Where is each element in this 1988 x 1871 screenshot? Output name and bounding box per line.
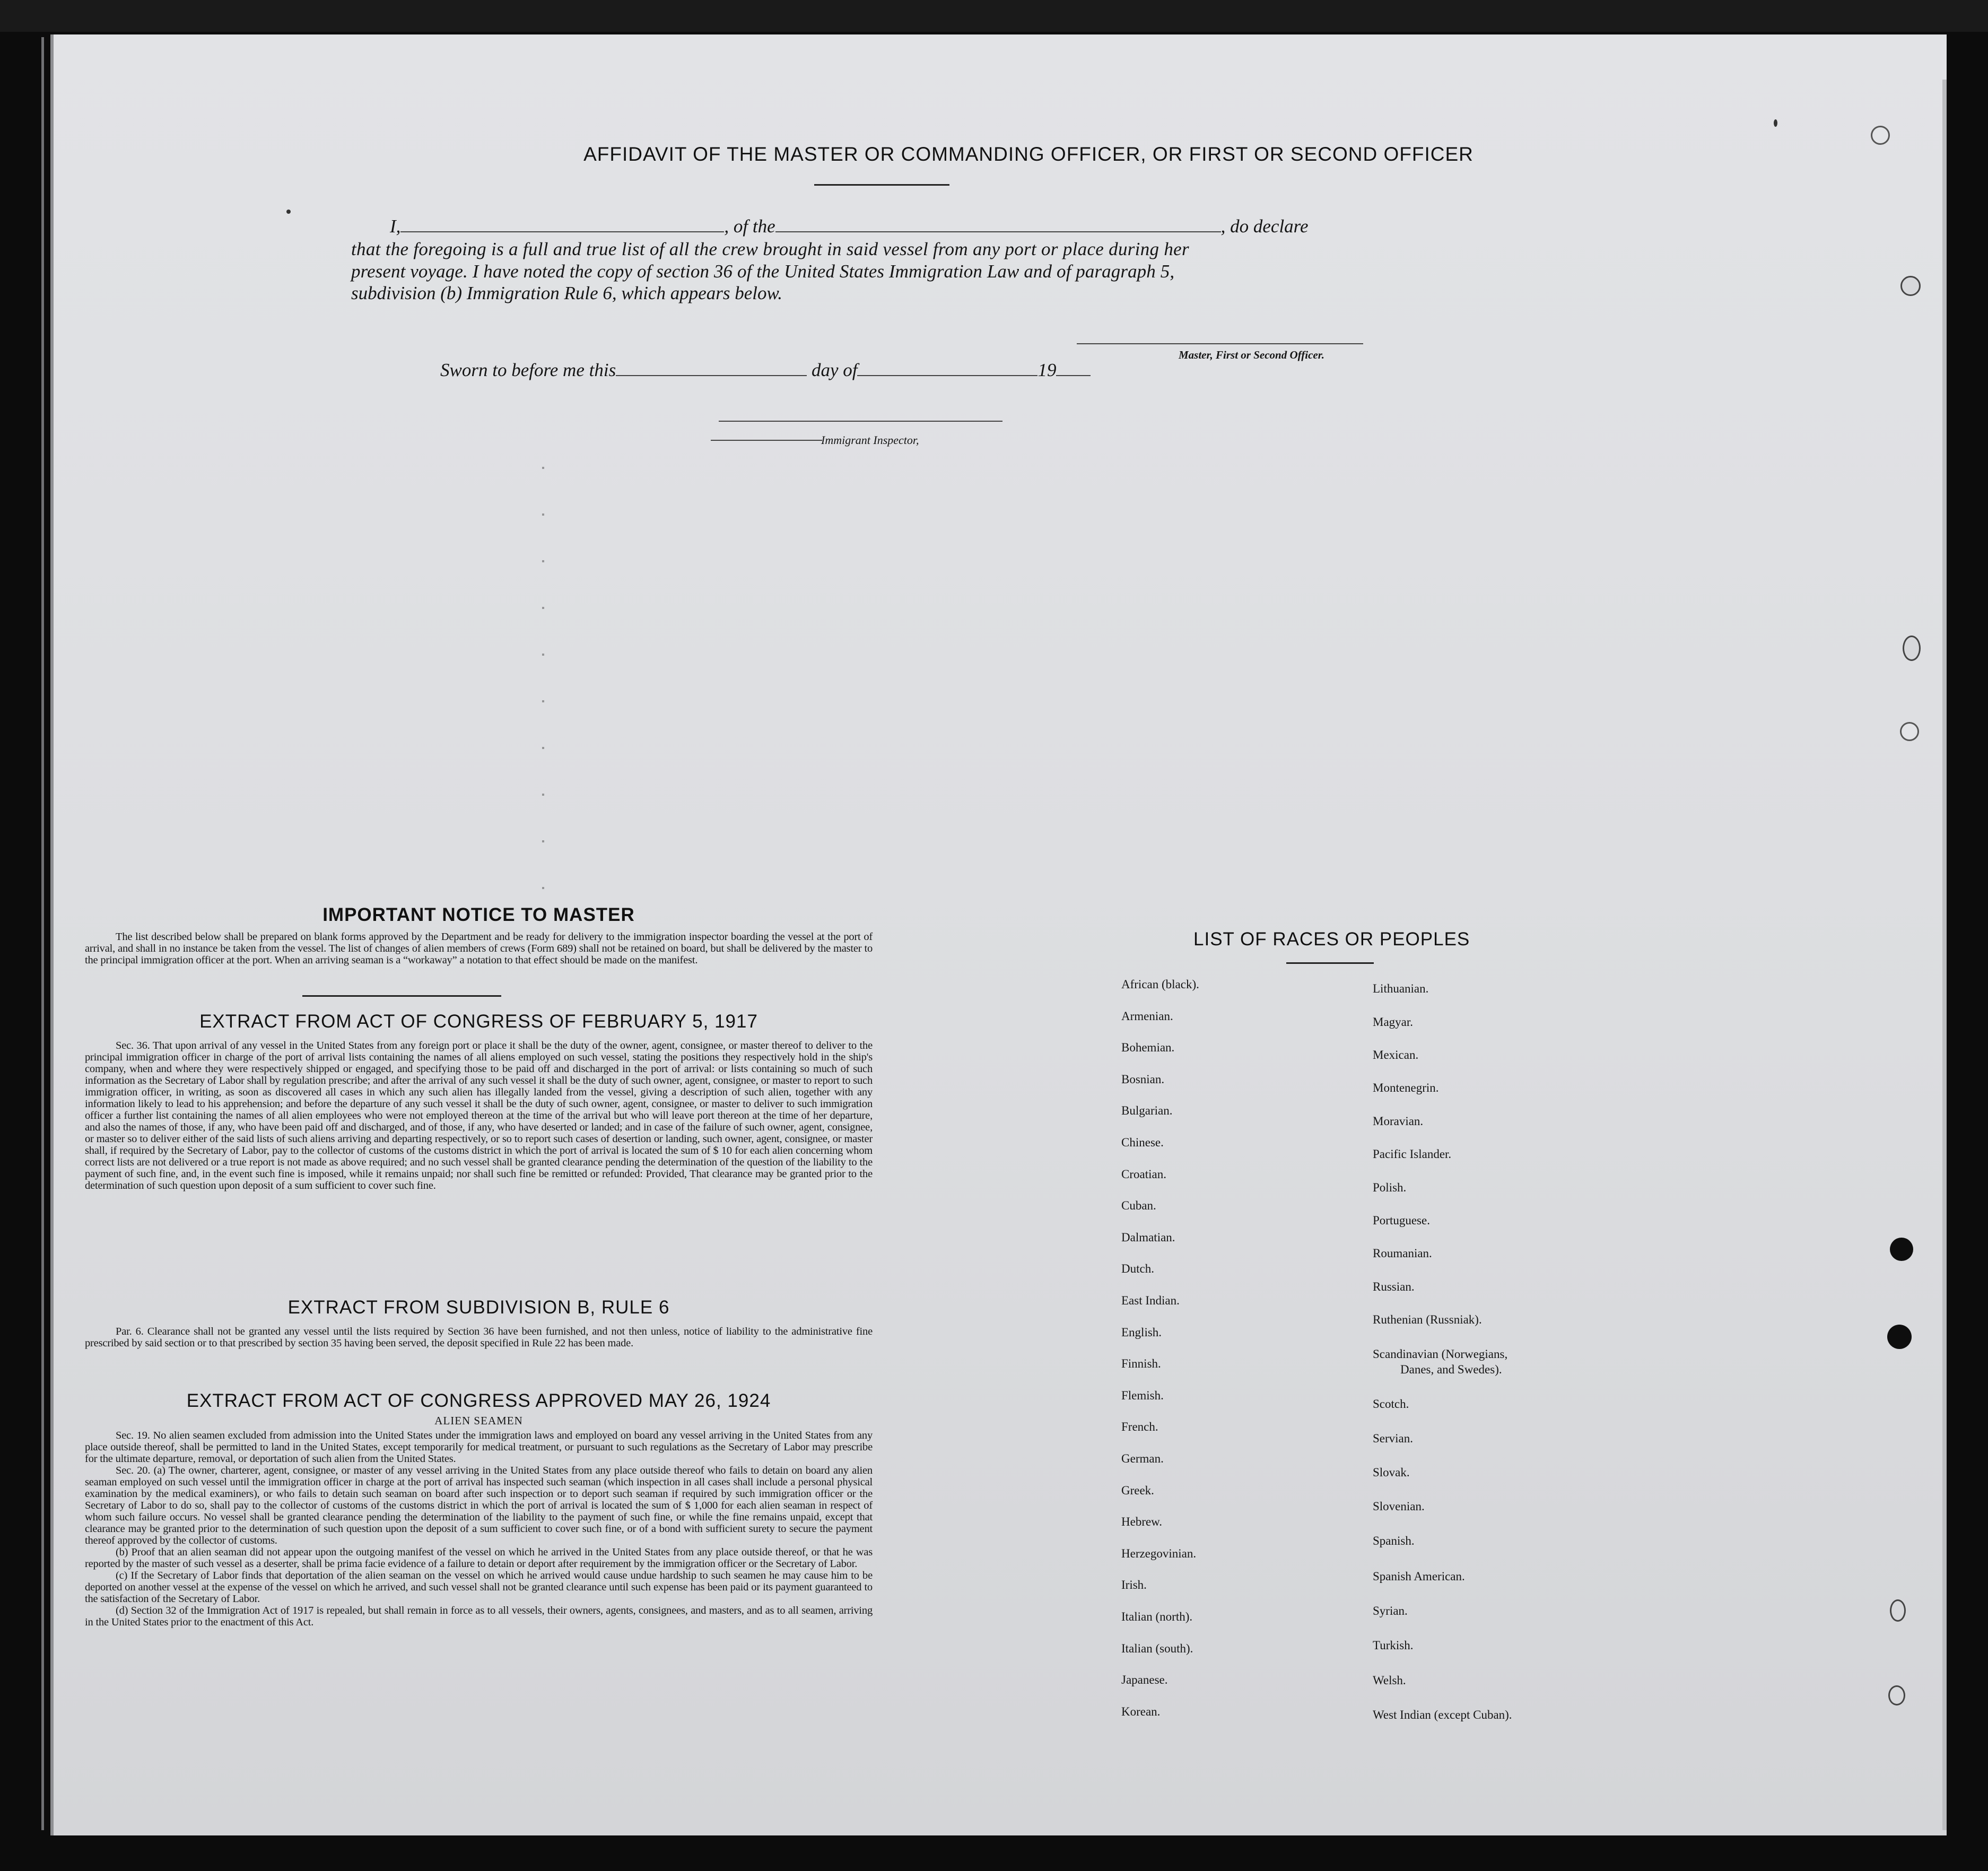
sworn-month-blank[interactable] <box>857 375 1037 376</box>
extract-1917-section <box>85 1011 873 1191</box>
extract-1924-sec19: Sec. 19. No alien seamen excluded from admission into the United States under the immigration laws and employed on board any vessel arriving in the United States from any place outside thereof, shall be permitted to land in the United States, except temporarily for medical treatment, or pursuant to such regulations as the Secretary of Labor may prescribe for the ultimate departure, removal, or deportation of such alien from the United States. <box>85 1430 873 1465</box>
race-item: Cuban. <box>1121 1199 1156 1213</box>
extract-1924-subtitle: ALIEN SEAMEN <box>434 1414 523 1427</box>
race-item: Lithuanian. <box>1373 982 1429 995</box>
race-item: Croatian. <box>1121 1167 1166 1181</box>
binder-hole <box>1900 276 1921 296</box>
race-item: Irish. <box>1121 1578 1147 1592</box>
race-item: Polish. <box>1373 1181 1407 1194</box>
extract-1924-sec20b: (b) Proof that an alien seaman did not appear upon the outgoing manifest of the vessel on which he arrived in the United States from any place outside thereof, or that he was reported by the master of such vessel as a deserter, shall be prima facie evidence of a failure to detain or deport after requirement by the immigration officer or the Secretary of Labor. <box>85 1546 873 1570</box>
race-item: Greek. <box>1121 1483 1154 1497</box>
binder-hole <box>1900 722 1919 741</box>
extract-1924-section <box>85 1390 873 1628</box>
binder-hole <box>1887 1325 1912 1349</box>
race-item: Hebrew. <box>1121 1515 1163 1529</box>
affidavit-declaration-line <box>390 216 1309 237</box>
extract-1917-text: Sec. 36. That upon arrival of any vessel in the United States from any foreign port or place it shall be the duty of the owner, agent, consignee, or master thereof to deliver to the principal immigration officer in charge of the port of arrival lists containing the names of all aliens employed on such vessel, stating the positions they respectively hold in the ship's company, when and where they were respectively shipped or engaged, and specifying those to be paid off and discharged in the port of arrival: or lists containing so much of such information as the Secretary of Labor shall by regulation prescribe; and after the arrival of any such vessel it shall be the duty of such owner, agent, consignee, or master to report to such immigration officer, in writing, as soon as discovered all cases in which any such alien has illegally landed from the vessel, giving a description of such alien, together with any information likely to lead to his apprehension; and before the departure of any such vessel it shall be the duty of such owner, agent, consignee, or master to deliver to such immigration officer a further list containing the names of all alien employees who were not employed thereon at the time of the arrival but who will leave port thereon at the time of her departure, and also the names of those, if any, who have been paid off and discharged, and of those, if any, who have deserted or landed; and in case of the failure of such owner, agent, consignee, or master so to deliver either of the said lists of such aliens arriving and departing respectively, or so to report such cases of desertion or landing, such owner, agent, consignee, or master shall, if required by the Secretary of Labor, pay to the collector of customs of the customs district in which the port of arrival is located the sum of $ 10 for each alien concerning whom correct lists are not delivered or a true report is not made as above required; and no such vessel shall be granted clearance pending the determination of the question of the liability to the payment of such fine, and, in the event such fine is imposed, while it remains unpaid; nor shall such fine be remitted or refunded: Provided, That clearance may be granted prior to the determination of such question upon deposit of a sum sufficient to cover such fine. <box>85 1040 873 1191</box>
race-item: Italian (north). <box>1121 1610 1193 1623</box>
extract-1924-sec20d: (d) Section 32 of the Immigration Act of 1917 is repealed, but shall remain in force as to all vessels, their owners, agents, consignees, and masters, and as to all seamen, arriving in the United States prior to the enactment of this Act. <box>85 1605 873 1628</box>
sworn-year-prefix: 19 <box>1037 360 1057 380</box>
notice-divider-rule <box>302 995 501 997</box>
race-item: Bohemian. <box>1121 1041 1175 1055</box>
race-item: Ruthenian (Russniak). <box>1373 1313 1482 1326</box>
race-item: Spanish. <box>1373 1534 1415 1547</box>
faint-dot-column <box>542 467 544 891</box>
affidavit-line-2: that the foregoing is a full and true list of all the crew brought in said vessel from any port or place during her <box>351 239 1189 259</box>
race-item: Welsh. <box>1373 1674 1406 1687</box>
declaration-i: I, <box>390 216 401 237</box>
race-item: Slovak. <box>1373 1466 1410 1479</box>
inspector-caption: Immigrant Inspector, <box>821 433 919 447</box>
extract-rule6-section <box>85 1297 873 1349</box>
races-title: LIST OF RACES OR PEOPLES <box>1193 929 1470 950</box>
name-blank[interactable] <box>400 231 724 232</box>
extract-1924-sec20c: (c) If the Secretary of Labor finds that deportation of the alien seaman on the vessel on which he arrived would cause undue hardship to such seamen he may cause him to be deported on another vessel at the expense of the vessel on which he arrived, and such vessel shall not be granted clearance until such expense has been paid or its payment guaranteed to the satisfaction of the Secretary of Labor. <box>85 1570 873 1605</box>
race-item: Dalmatian. <box>1121 1230 1175 1244</box>
race-item: Flemish. <box>1121 1388 1164 1402</box>
race-item: East Indian. <box>1121 1294 1180 1307</box>
ink-speck <box>1774 119 1777 127</box>
extract-1917-title: EXTRACT FROM ACT OF CONGRESS OF FEBRUARY 5, 1917 <box>199 1011 758 1032</box>
race-item: Herzegovinian. <box>1121 1546 1197 1560</box>
race-item: Pacific Islander. <box>1373 1147 1452 1161</box>
master-signature-caption: Master, First or Second Officer. <box>1179 349 1324 361</box>
race-item: Bosnian. <box>1121 1072 1165 1086</box>
ink-speck <box>286 210 291 214</box>
race-item: Bulgarian. <box>1121 1104 1173 1118</box>
inspector-signature-subline <box>711 440 822 441</box>
sworn-day-blank[interactable] <box>616 375 807 376</box>
race-item: Syrian. <box>1373 1604 1408 1617</box>
sworn-text: Sworn to before me this <box>440 360 616 380</box>
master-signature-line[interactable] <box>1077 343 1363 344</box>
race-item: Armenian. <box>1121 1009 1173 1023</box>
race-item: Mexican. <box>1373 1048 1419 1061</box>
affidavit-line-4: subdivision (b) Immigration Rule 6, which appears below. <box>351 283 783 303</box>
extract-1924-sec20a: Sec. 20. (a) The owner, charterer, agent, consignee, or master of any vessel arriving in the United States from any place outside thereof who fails to detain on board any alien seaman employed on such vessel until the immigration officer in charge at the port of arrival has inspected such seaman (which inspection in all cases shall include a personal physical examination by the medical examiners), or who fails to detain such seaman on board after such inspection or to deport such seaman if required by such immigration officer or the Secretary of Labor to do so, shall pay to the collector of customs of the customs district in which the port of arrival is located the sum of $ 1,000 for each alien seaman in respect of whom such failure occurs. No vessel shall be granted clearance pending the determination of the liability to the payment of such fine, or while the fine remains unpaid, except that clearance may be granted prior to the determination of such question upon the deposit of a sum sufficient to cover such fine, or of a bond with sufficient surety to secure the payment thereof approved by the collector of customs. <box>85 1465 873 1546</box>
race-item: Russian. <box>1373 1280 1415 1293</box>
race-item: Dutch. <box>1121 1262 1154 1276</box>
race-item: Finnish. <box>1121 1357 1161 1371</box>
race-item: West Indian (except Cuban). <box>1373 1708 1512 1721</box>
race-item: English. <box>1121 1325 1162 1339</box>
race-item: Portuguese. <box>1373 1214 1430 1227</box>
affidavit-title-rule <box>814 184 949 186</box>
sworn-day-of: day of <box>811 360 858 380</box>
race-item: Scotch. <box>1373 1397 1409 1411</box>
affidavit-title: AFFIDAVIT OF THE MASTER OR COMMANDING OFFICER, OR FIRST OR SECOND OFFICER <box>583 143 1473 165</box>
race-item: Chinese. <box>1121 1136 1164 1149</box>
race-item: Moravian. <box>1373 1115 1424 1128</box>
race-item: Turkish. <box>1373 1639 1414 1652</box>
sworn-line <box>440 360 1091 381</box>
binder-hole <box>1871 126 1890 145</box>
declaration-of-the: , of the <box>724 216 775 237</box>
notice-title: IMPORTANT NOTICE TO MASTER <box>322 904 635 925</box>
race-item: Roumanian. <box>1373 1247 1432 1260</box>
race-item: Scandinavian (Norwegians, Danes, and Swedes). <box>1373 1347 1508 1376</box>
binder-hole <box>1890 1238 1913 1261</box>
vessel-blank[interactable] <box>775 231 1221 232</box>
binder-hole <box>1890 1599 1906 1622</box>
notice-section <box>85 904 873 966</box>
scanner-border <box>0 0 1988 32</box>
race-item: Japanese. <box>1121 1673 1168 1687</box>
race-item: Korean. <box>1121 1704 1161 1718</box>
race-item: French. <box>1121 1420 1158 1434</box>
extract-rule6-title: EXTRACT FROM SUBDIVISION B, RULE 6 <box>287 1297 670 1318</box>
notice-text: The list described below shall be prepared on blank forms approved by the Department and be ready for delivery to the immigration inspector boarding the vessel at the port of arrival, and shall in no instance be taken from the vessel. The list of changes of alien members of crews (Form 689) shall not be retained on board, but shall be delivered by the master to the principal immigration officer at the port. When an arriving seaman is a “workaway” a notation to that effect should be made on the manifest. <box>85 931 873 966</box>
race-item: Spanish American. <box>1373 1570 1465 1583</box>
race-item: German. <box>1121 1452 1164 1465</box>
binder-hole <box>1903 636 1921 661</box>
race-item: Italian (south). <box>1121 1641 1193 1655</box>
races-title-rule <box>1286 962 1374 964</box>
page-stack-edge-right <box>1942 80 1947 1830</box>
race-item: African (black). <box>1121 978 1199 991</box>
declaration-do-declare: , do declare <box>1220 216 1309 237</box>
affidavit-line-3: present voyage. I have noted the copy of section 36 of the United States Immigration Law and of paragraph 5, <box>351 261 1175 282</box>
race-item: Magyar. <box>1373 1015 1414 1029</box>
race-item: Servian. <box>1373 1432 1414 1445</box>
page-stack-edge <box>41 37 44 1830</box>
extract-1924-title: EXTRACT FROM ACT OF CONGRESS APPROVED MAY 26, 1924 <box>186 1390 771 1411</box>
race-item: Montenegrin. <box>1373 1081 1439 1094</box>
inspector-signature-line[interactable] <box>719 421 1002 422</box>
binder-hole <box>1888 1685 1905 1705</box>
sworn-year-blank[interactable] <box>1056 375 1091 376</box>
extract-rule6-text: Par. 6. Clearance shall not be granted any vessel until the lists required by Section 36 have been furnished, and not then unless, notice of liability to the administrative fine prescribed by said section or to that prescribed by section 35 having been served, the deposit specified in Rule 22 has been made. <box>85 1326 873 1349</box>
race-item: Slovenian. <box>1373 1500 1425 1513</box>
